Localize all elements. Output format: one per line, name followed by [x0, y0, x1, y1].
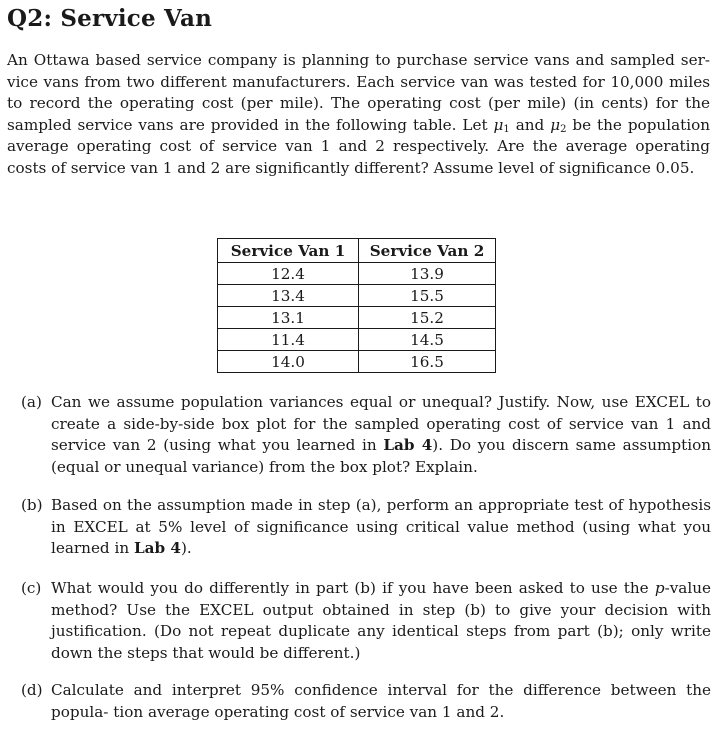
question-c-label: (c)	[21, 579, 42, 597]
table-cell: 15.5	[359, 285, 496, 307]
column-header-van-1: Service Van 1	[218, 239, 359, 263]
table-cell: 11.4	[218, 329, 359, 351]
table-row	[218, 329, 496, 351]
table-row	[218, 307, 496, 329]
question-a-label: (a)	[21, 393, 42, 411]
question-b-text: Based on the assumption made in step (a), perform an appropriate test of hypothesis in EXCEL at 5% level of significance using critical value method (using what you learned in Lab 4).	[51, 496, 711, 558]
mu-1-symbol: $\mu_1$	[493, 115, 510, 135]
intro-and: and	[509, 115, 551, 134]
question-d	[21, 680, 711, 723]
table-cell: 14.5	[359, 329, 496, 351]
column-header-van-2: Service Van 2	[359, 239, 496, 263]
table-cell: 15.2	[359, 307, 496, 329]
table-cell: 12.4	[218, 263, 359, 285]
problem-statement	[7, 50, 710, 180]
question-a	[21, 392, 711, 478]
table-cell: 13.9	[359, 263, 496, 285]
question-a-text: Can we assume population variances equal or unequal? Justify. Now, use EXCEL to create a side-by-side box plot for the sampled operating cost of service van 1 and service van 2 (using what you learned in Lab 4). Do you discern same assumption (equal or unequal variance) from the box plot? Explain.	[51, 393, 711, 476]
table-row	[218, 351, 496, 373]
question-b-label: (b)	[21, 496, 43, 514]
table-cell: 14.0	[218, 351, 359, 373]
mu-2-symbol: $\mu_2$	[550, 115, 567, 135]
page-title: Q2: Service Van	[7, 5, 213, 32]
question-d-text: Calculate and interpret 95% confidence interval for the difference between the popula- tion average operating cost of service van 1 and 2.	[51, 681, 711, 721]
table-row	[218, 263, 496, 285]
table-cell: 16.5	[359, 351, 496, 373]
operating-cost-table	[217, 238, 496, 373]
question-d-label: (d)	[21, 681, 43, 699]
table-cell: 13.4	[218, 285, 359, 307]
intro-text-1: An Ottawa based service company is planning to purchase service vans and sampled ser- vice vans from two different manufacturers. Each service van was tested for 10,000 miles to record the operating cost (per mile). The operating cost (per mile) (in cents) for the sampled service vans are provided in the following table. Let	[7, 51, 710, 134]
table-cell: 13.1	[218, 307, 359, 329]
intro-text-2: be the population average operating cost of service van 1 and 2 respectively. Are the average operating costs of service van 1 and 2 are significantly different? Assume level of significance 0.05.	[7, 115, 711, 177]
question-c-text: What would you do differently in part (b) if you have been asked to use the p-value method? Use the EXCEL output obtained in step (b) to give your decision with justification. (Do not repeat duplicate any identical steps from part (b); only write down the steps that would be different.)	[51, 579, 711, 662]
question-c	[21, 578, 711, 664]
table-row	[218, 285, 496, 307]
question-b	[21, 495, 711, 560]
table-header-row	[218, 239, 496, 263]
